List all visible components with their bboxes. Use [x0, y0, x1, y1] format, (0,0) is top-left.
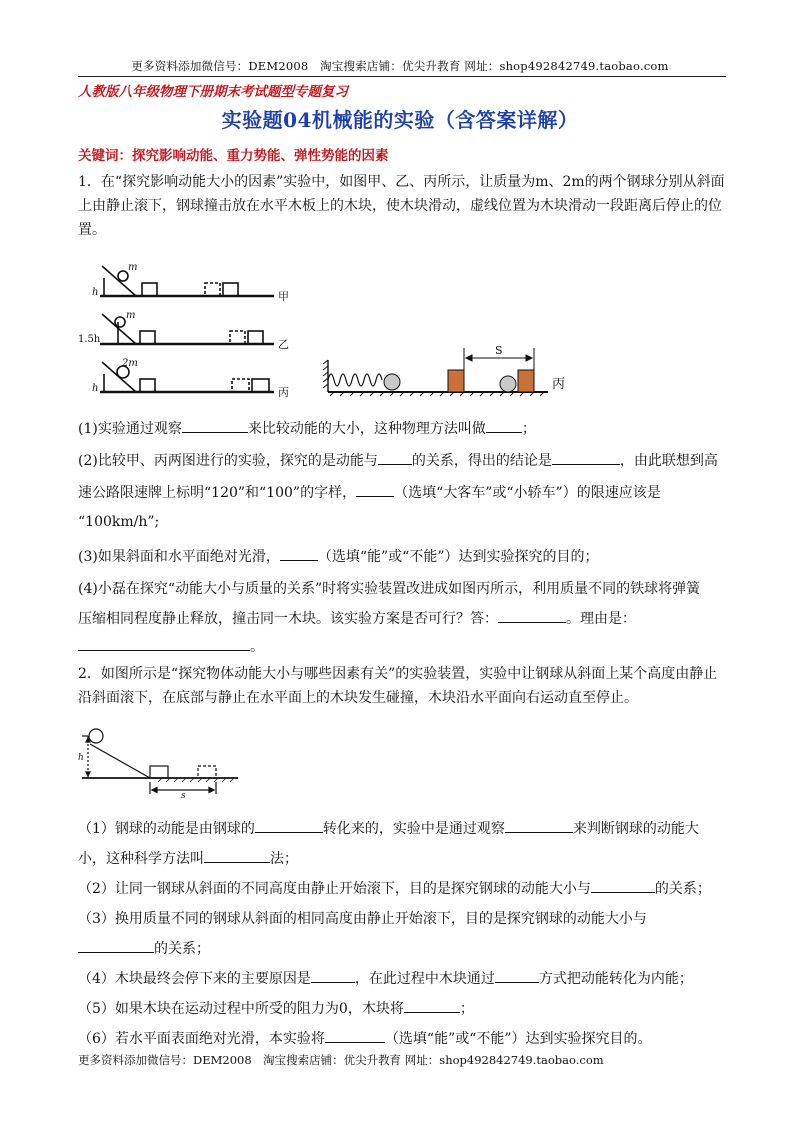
q2-p2-text-b: 的关系；: [654, 881, 711, 897]
q2-p4-blank-2[interactable]: [495, 968, 539, 983]
keywords-text: 探究影响动能、重力势能、弹性势能的因素: [132, 148, 389, 164]
q2-p6-blank-1[interactable]: [325, 1028, 385, 1043]
page-title: 实验题04机械能的实验（含答案详解）: [221, 108, 579, 132]
q2-figure: [78, 724, 248, 800]
q1-part1: [78, 418, 536, 438]
keywords-prefix: 关键词：: [78, 148, 132, 164]
q2-part2: [78, 878, 711, 898]
q1-part2-line3: “100km/h”;: [78, 514, 160, 530]
q2-part5: [78, 998, 474, 1018]
q1-spring-figure: [322, 340, 572, 398]
page-header: 更多资料添加微信号：DEM2008 淘宝搜索店铺：优尖升教育 网址：shop492842749.taobao.com: [131, 59, 669, 73]
page-footer: 更多资料添加微信号：DEM2008 淘宝搜索店铺：优尖升教育 网址：shop492842749.taobao.com: [78, 1053, 604, 1067]
q2-p4-blank-1[interactable]: [311, 968, 355, 983]
q2-p1-text-d: 小，这种科学方法叫: [78, 851, 204, 867]
fig-label-h2: 1.5h: [78, 334, 101, 345]
fig-label-m1: m: [128, 262, 138, 273]
q1-p2-text-d: 速公路限速牌上标明“120”和“100”的字样，: [78, 485, 357, 501]
q1-p1-text-c: ；: [521, 421, 536, 437]
fig-label-m3: 2m: [122, 358, 138, 369]
q2-p5-text-a: （5）如果木块在运动过程中所受的阻力为0，木块将: [78, 1001, 404, 1017]
q1-p4-text-b: 压缩相同程度静止释放，撞击同一木块。该实验方案是否可行？答：: [78, 611, 498, 627]
q2-stem: 2．如图所示是“探究物体动能大小与哪些因素有关”的实验装置，实验中让钢球从斜面上某个高度由静止沿斜面滚下，在底部与静止在水平面上的木块发生碰撞，木块沿水平面向右运动直至停止。: [78, 666, 718, 706]
q1-p1-text-a: (1)实验通过观察: [78, 421, 182, 437]
q2-part1-line1: [78, 818, 699, 838]
q2-p1-text-b: 转化来的，实验中是通过观察: [322, 821, 505, 837]
q1-stem: 1．在“探究影响动能大小的因素”实验中，如图甲、乙、丙所示，让质量为m、2m的两个钢球分别从斜面上由静止滚下，钢球撞击放在水平木板上的木块，使木块滑动，虚线位置为木块滑动一段距离后停止的位置。: [78, 174, 725, 238]
fig-label-s: S: [495, 344, 503, 357]
q1-ramp-figures: [78, 262, 318, 400]
q1-part4-line2: [78, 608, 636, 628]
q1-p4-text-d: 。: [250, 639, 264, 655]
q1-p2-text-b: 的关系，得出的结论是: [411, 453, 552, 469]
q2-p5-text-b: ；: [459, 1001, 474, 1017]
q2-part1-line2: [78, 848, 298, 868]
q2-p2-blank-1[interactable]: [591, 878, 655, 893]
q1-p4-blank-1[interactable]: [498, 608, 566, 623]
q2-p3-text-b: 的关系；: [154, 941, 210, 957]
q1-p2-blank-2[interactable]: [552, 450, 620, 465]
q1-part2-line2: [78, 482, 661, 502]
q2-p1-blank-1[interactable]: [255, 818, 323, 833]
q2-p1-blank-2[interactable]: [505, 818, 573, 833]
q1-p3-text-b: （选填“能”或“不能”）达到实验探究的目的；: [317, 549, 599, 565]
q1-p2-blank-1[interactable]: [378, 450, 412, 465]
q1-p2-blank-3[interactable]: [356, 482, 394, 497]
fig-label-jia: 甲: [278, 290, 289, 303]
header-divider: [78, 76, 726, 77]
q2-p4-text-b: ，在此过程中木块通过: [354, 971, 495, 987]
q2-fig-label-s: s: [181, 791, 186, 800]
q2-p6-text-b: （选填“能”或“不能”）达到实验探究目的。: [384, 1031, 652, 1047]
q1-p4-text-c: 。理由是：: [566, 611, 636, 627]
q1-part3: [78, 546, 598, 566]
q2-p3-blank-1[interactable]: [78, 938, 154, 953]
fig-label-bing: 丙: [278, 386, 289, 399]
q2-part3-line1: （3）换用质量不同的钢球从斜面的相同高度由静止开始滚下，目的是探究钢球的动能大小与: [78, 911, 647, 927]
q2-p2-text-a: （2）让同一钢球从斜面的不同高度由静止开始滚下，目的是探究钢球的动能大小与: [78, 881, 591, 897]
q2-p1-text-a: （1）钢球的动能是由钢球的: [78, 821, 255, 837]
fig-label-h1: h: [92, 287, 99, 298]
q1-p1-blank-1[interactable]: [182, 418, 248, 433]
q2-p5-blank-1[interactable]: [404, 998, 460, 1013]
q1-p1-text-b: 来比较动能的大小，这种物理方法叫做: [247, 421, 486, 437]
fig-label-h3: h: [92, 383, 99, 394]
q2-p1-blank-3[interactable]: [204, 848, 270, 863]
q2-p4-text-c: 方式把动能转化为内能；: [538, 971, 693, 987]
q1-p3-text-a: (3)如果斜面和水平面绝对光滑，: [78, 549, 280, 565]
q1-part4-line1: (4)小磊在探究“动能大小与质量的关系”时将实验装置改进成如图丙所示，利用质量不同的铁球将弹簧: [78, 581, 701, 597]
q1-p2-text-c: ，由此联想到高: [619, 453, 718, 469]
q2-p6-text-a: （6）若水平面表面绝对光滑，本实验将: [78, 1031, 325, 1047]
q2-part3-line2: [78, 938, 210, 958]
series-label: 人教版八年级物理下册期末考试题型专题复习: [78, 84, 348, 100]
q2-part6: [78, 1028, 652, 1048]
q2-p1-text-e: 法；: [270, 851, 298, 867]
fig-label-ding: 丙: [552, 377, 566, 392]
q1-p1-blank-2[interactable]: [486, 418, 522, 433]
q1-part4-line3: [78, 636, 264, 656]
q1-p2-text-a: (2)比较甲、丙两图进行的实验，探究的是动能与: [78, 453, 378, 469]
fig-label-yi: 乙: [278, 338, 289, 351]
q1-p4-blank-2[interactable]: [78, 636, 250, 651]
q2-p1-text-c: 来判断钢球的动能大: [572, 821, 699, 837]
q1-part2-line1: [78, 450, 718, 470]
q1-p3-blank-1[interactable]: [280, 546, 318, 561]
q2-part4: [78, 968, 693, 988]
fig-label-m2: m: [126, 310, 136, 321]
q2-fig-label-h: h: [78, 753, 84, 763]
q1-p2-text-e: （选填“大客车”或“小轿车”）的限速应该是: [394, 485, 661, 501]
keywords-line: [78, 144, 389, 164]
q2-p4-text-a: （4）木块最终会停下来的主要原因是: [78, 971, 311, 987]
